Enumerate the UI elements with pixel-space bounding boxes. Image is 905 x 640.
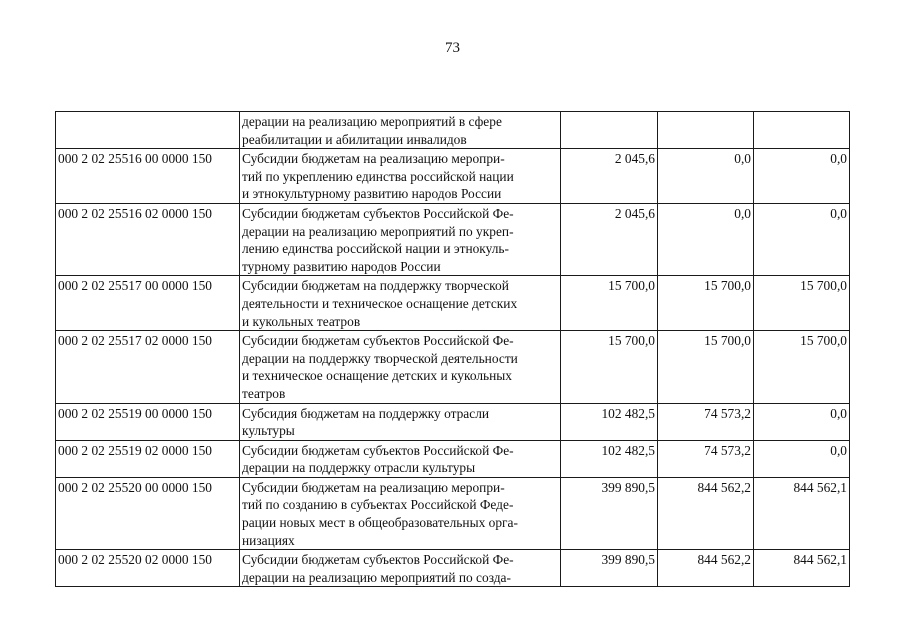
amount-col2: 15 700,0 [658, 331, 754, 403]
amount-col1: 102 482,5 [561, 440, 658, 477]
description-line: тий по созданию в субъектах Российской Феде- [242, 497, 514, 513]
amount-col3: 0,0 [754, 440, 850, 477]
amount-col2: 0,0 [658, 203, 754, 275]
budget-description [240, 477, 561, 549]
budget-code: 000 2 02 25519 00 0000 150 [56, 403, 240, 440]
table-row [56, 331, 850, 403]
amount-col1: 399 890,5 [561, 477, 658, 549]
amount-col3: 0,0 [754, 403, 850, 440]
table-row [56, 477, 850, 549]
description-line: Субсидии бюджетам субъектов Российской Фе- [242, 442, 514, 458]
budget-description [240, 203, 561, 275]
amount-col2 [658, 112, 754, 149]
description-line: дерации на реализацию мероприятий по созда- [242, 569, 511, 585]
amount-col2: 0,0 [658, 149, 754, 204]
amount-col3: 0,0 [754, 149, 850, 204]
amount-col2: 15 700,0 [658, 276, 754, 331]
budget-description [240, 276, 561, 331]
amount-col2: 74 573,2 [658, 403, 754, 440]
description-line: дерации на реализацию мероприятий в сфере [242, 114, 502, 129]
description-line: низациях [242, 532, 295, 548]
amount-col3: 0,0 [754, 203, 850, 275]
description-line: тий по укреплению единства российской нации [242, 168, 514, 184]
table-row [56, 149, 850, 204]
description-line: и кукольных театров [242, 313, 361, 329]
amount-col1: 2 045,6 [561, 203, 658, 275]
amount-col1: 2 045,6 [561, 149, 658, 204]
description-line: лению единства российской нации и этнокуль- [242, 241, 509, 257]
description-line: турному развитию народов России [242, 258, 441, 274]
budget-description [240, 149, 561, 204]
description-line: Субсидии бюджетам субъектов Российской Фе- [242, 333, 514, 349]
budget-description [240, 112, 561, 149]
amount-col1 [561, 112, 658, 149]
table-row [56, 203, 850, 275]
budget-table-body [56, 112, 850, 587]
budget-description [240, 550, 561, 587]
description-line: деятельности и техническое оснащение детских [242, 295, 518, 311]
description-line: Субсидии бюджетам на реализацию меропри- [242, 479, 505, 495]
amount-col3: 844 562,1 [754, 550, 850, 587]
description-line: культуры [242, 423, 295, 439]
budget-code: 000 2 02 25517 02 0000 150 [56, 331, 240, 403]
page-number: 73 [445, 40, 460, 56]
description-line: Субсидии бюджетам субъектов Российской Фе- [242, 205, 514, 221]
description-line: дерации на поддержку творческой деятельности [242, 350, 518, 366]
description-line: дерации на поддержку отрасли культуры [242, 460, 476, 476]
budget-code: 000 2 02 25520 02 0000 150 [56, 550, 240, 587]
budget-code: 000 2 02 25517 00 0000 150 [56, 276, 240, 331]
amount-col1: 399 890,5 [561, 550, 658, 587]
description-line: театров [242, 385, 286, 401]
description-line: Субсидии бюджетам на поддержку творческой [242, 278, 509, 294]
budget-code: 000 2 02 25520 00 0000 150 [56, 477, 240, 549]
amount-col1: 102 482,5 [561, 403, 658, 440]
budget-table [55, 111, 850, 587]
budget-code: 000 2 02 25516 00 0000 150 [56, 149, 240, 204]
budget-description [240, 403, 561, 440]
table-row [56, 112, 850, 149]
amount-col3: 844 562,1 [754, 477, 850, 549]
amount-col3: 15 700,0 [754, 331, 850, 403]
budget-code [56, 112, 240, 149]
description-line: и техническое оснащение детских и кукольных [242, 368, 512, 384]
description-line: реабилитации и абилитации инвалидов [242, 131, 467, 147]
amount-col1: 15 700,0 [561, 331, 658, 403]
description-line: и этнокультурному развитию народов России [242, 186, 502, 202]
table-row [56, 403, 850, 440]
budget-code: 000 2 02 25516 02 0000 150 [56, 203, 240, 275]
description-line: Субсидии бюджетам на реализацию меропри- [242, 151, 505, 167]
amount-col3: 15 700,0 [754, 276, 850, 331]
amount-col2: 74 573,2 [658, 440, 754, 477]
amount-col1: 15 700,0 [561, 276, 658, 331]
table-row [56, 440, 850, 477]
table-row [56, 550, 850, 587]
description-line: Субсидия бюджетам на поддержку отрасли [242, 405, 490, 421]
budget-description [240, 440, 561, 477]
amount-col3 [754, 112, 850, 149]
amount-col2: 844 562,2 [658, 477, 754, 549]
description-line: дерации на реализацию мероприятий по укреп- [242, 223, 514, 239]
budget-code: 000 2 02 25519 02 0000 150 [56, 440, 240, 477]
description-line: Субсидии бюджетам субъектов Российской Фе- [242, 552, 514, 568]
amount-col2: 844 562,2 [658, 550, 754, 587]
description-line: рации новых мест в общеобразовательных орга- [242, 515, 518, 531]
budget-description [240, 331, 561, 403]
table-row [56, 276, 850, 331]
